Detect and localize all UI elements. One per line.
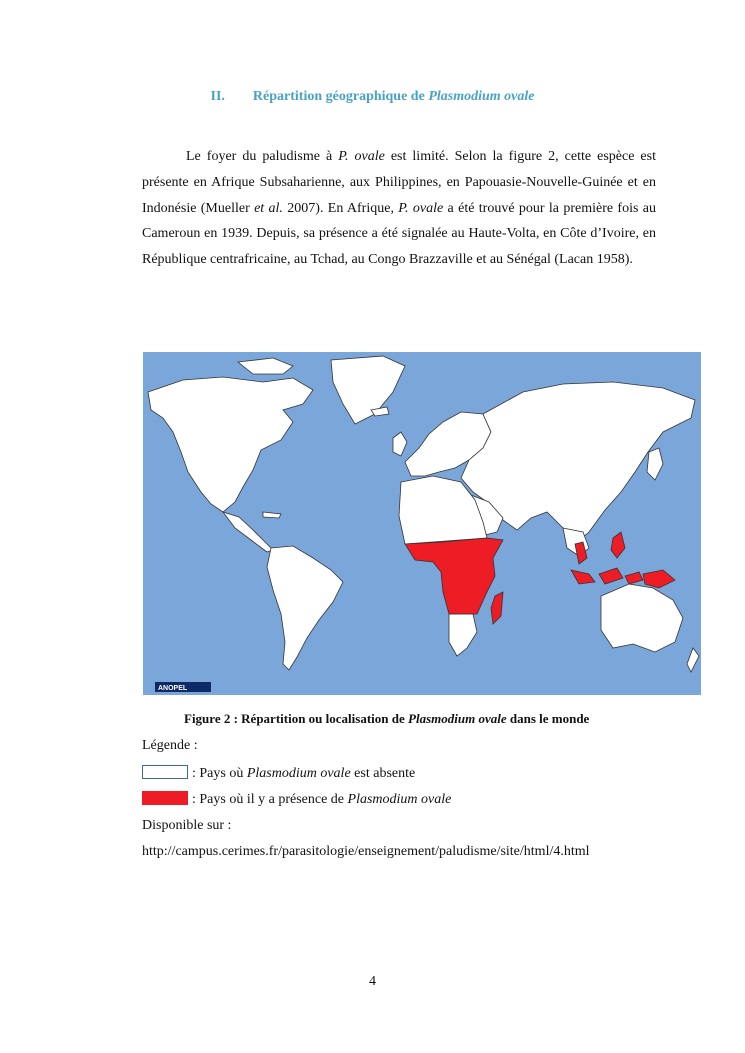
section-title-species: Plasmodium ovale — [428, 89, 535, 104]
section-title: Répartition géographique de — [252, 89, 429, 104]
world-distribution-map — [143, 352, 701, 695]
legend-swatch-absent — [142, 765, 188, 779]
map-logo: ANOPEL — [158, 685, 188, 692]
legend-present: : Pays où il y a présence de Plasmodium ovale — [142, 791, 451, 808]
legend-absent: : Pays où Plasmodium ovale est absente — [142, 765, 415, 782]
page-number: 4 — [369, 974, 376, 989]
body-paragraph: Le foyer du paludisme à P. ovale est limité. Selon la figure 2, cette espèce est présente en Afrique Subsaharienne, aux Philippines, en Papouasie-Nouvelle-Guinée et en Indonésie (Mueller et al. 2007). En Afrique, P. ovale a été trouvé pour la première fois au Cameroun en 1939. Depuis, sa présence a été signalée au Haute-Volta, en Côte d’Ivoire, en République centrafricaine, au Tchad, au Congo Brazzaville et au Sénégal (Lacan 1958). — [142, 149, 656, 268]
legend-title: Légende : — [142, 738, 198, 753]
figure-caption: Figure 2 : Répartition ou localisation de Plasmodium ovale dans le monde — [184, 711, 590, 726]
source-label: Disponible sur : — [142, 818, 232, 833]
source-url[interactable]: http://campus.cerimes.fr/parasitologie/enseignement/paludisme/site/html/4.html — [142, 844, 590, 859]
section-number: II. — [210, 89, 225, 104]
section-heading — [0, 89, 745, 105]
legend-swatch-present — [142, 791, 188, 805]
